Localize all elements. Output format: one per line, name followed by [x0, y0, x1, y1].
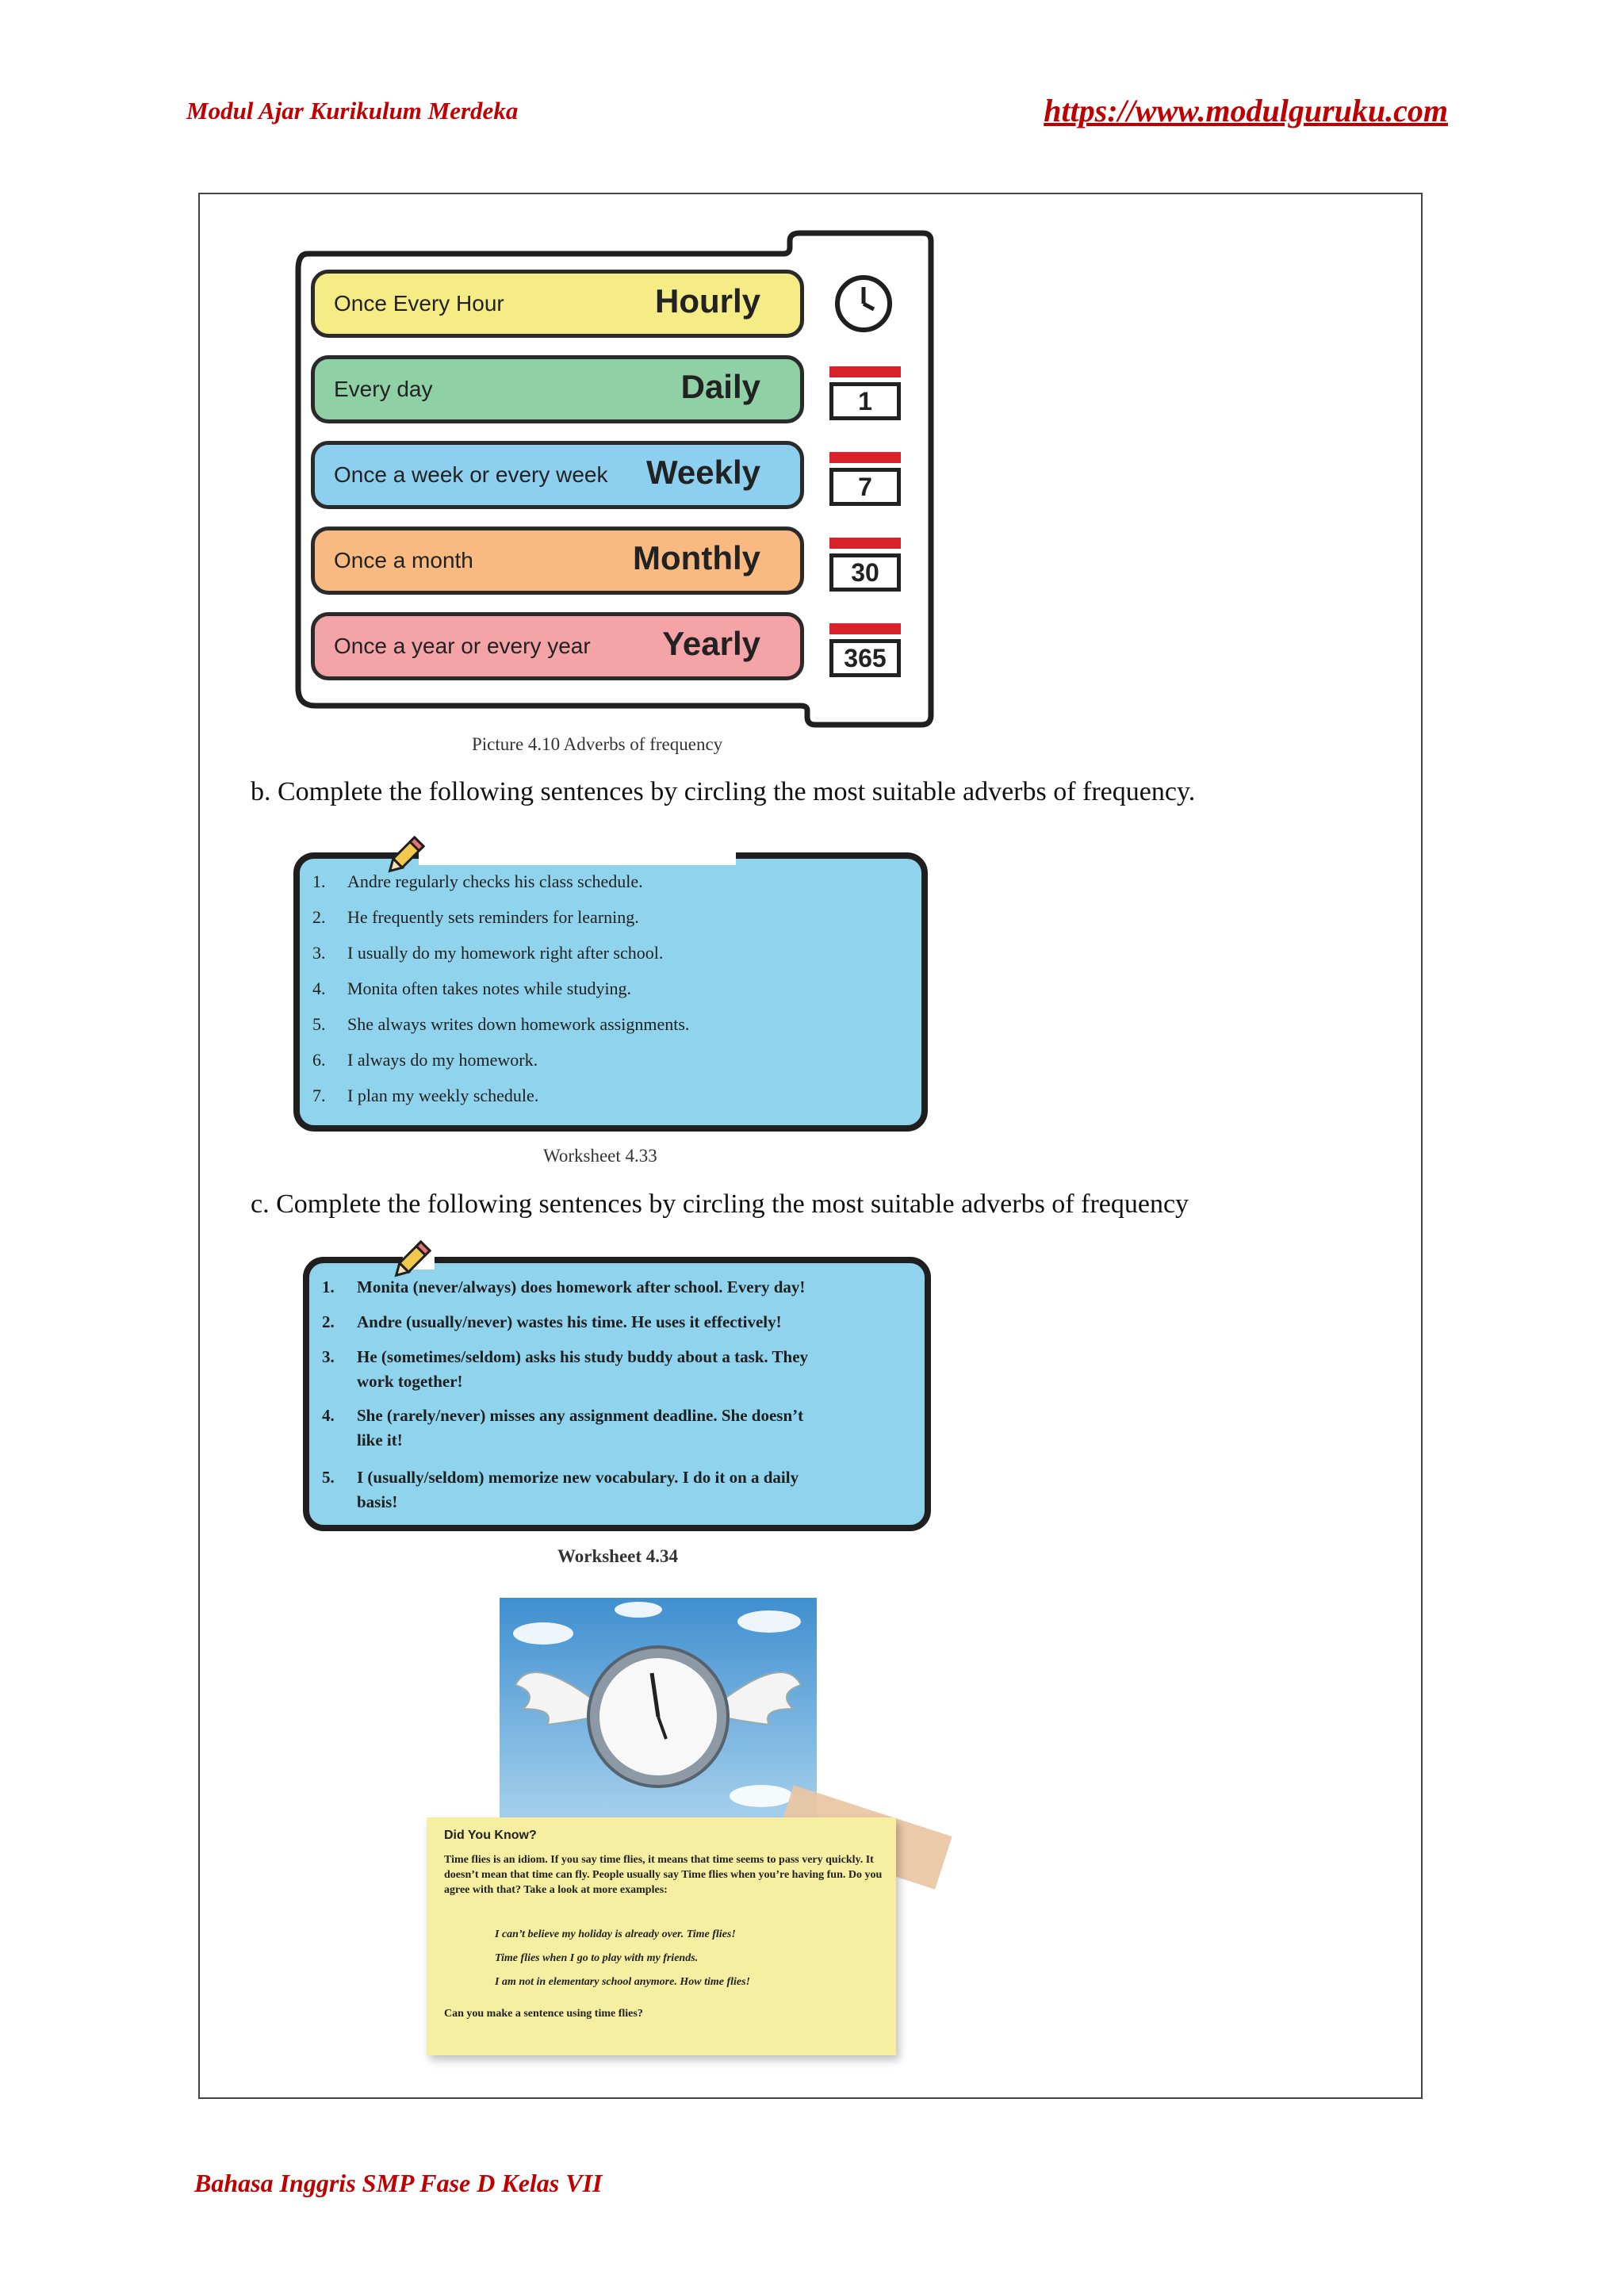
did-you-know-title: Did You Know?: [444, 1829, 537, 1842]
header-website-link[interactable]: https://www.modulguruku.com: [1044, 93, 1448, 128]
item-text: He frequently sets reminders for learning.: [347, 907, 639, 927]
adverbs-of-frequency-figure: [292, 230, 936, 731]
calendar-number: 365: [829, 639, 901, 677]
did-you-know-example: Time flies when I go to play with my friends.: [495, 1952, 699, 1964]
item-text: She (rarely/never) misses any assignment deadline. She doesn’t: [357, 1406, 804, 1425]
worksheet-item: [322, 1347, 925, 1398]
item-text: I (usually/seldom) memorize new vocabulary. I do it on a daily: [357, 1468, 799, 1487]
pencil-icon: [381, 833, 428, 880]
item-text: Andre (usually/never) wastes his time. He uses it effectively!: [357, 1312, 782, 1331]
adverb-word: Weekly: [646, 454, 760, 492]
item-number: 2.: [322, 1312, 335, 1331]
adverb-word: Yearly: [662, 625, 760, 663]
adverb-description: Every day: [334, 377, 433, 401]
item-text: I plan my weekly schedule.: [347, 1086, 539, 1105]
calendar-icon: [822, 355, 906, 423]
footer-subject: Bahasa Inggris SMP Fase D Kelas VII: [194, 2169, 603, 2197]
item-number: 3.: [322, 1347, 335, 1366]
worksheet-item: [312, 978, 915, 1002]
item-number: 3.: [312, 943, 326, 963]
worksheet-4-34: [303, 1257, 931, 1531]
item-number: 1.: [312, 871, 326, 891]
item-text-continued: basis!: [357, 1492, 398, 1511]
item-text: She always writes down homework assignments.: [347, 1014, 690, 1034]
calendar-number: 1: [829, 382, 901, 420]
item-text-continued: like it!: [357, 1430, 403, 1450]
adverb-row-yearly: [311, 612, 804, 680]
worksheet-item: [322, 1468, 925, 1518]
calendar-icon: [822, 441, 906, 509]
did-you-know-body: Time flies is an idiom. If you say time flies, it means that time seems to pass very quickly. It doesn’t mean that time can fly. People usually say Time flies when you’re having fun. Do you agree with that? Take a look at more examples:: [444, 1854, 883, 1896]
adverb-row-hourly: [311, 270, 804, 338]
item-text: I always do my homework.: [347, 1050, 538, 1070]
picture-caption: Picture 4.10 Adverbs of frequency: [472, 734, 723, 754]
item-text: Monita often takes notes while studying.: [347, 978, 632, 998]
did-you-know-note: [427, 1817, 896, 2055]
worksheet-item: [312, 1050, 915, 1074]
worksheet-item: [312, 943, 915, 967]
calendar-icon: [822, 612, 906, 680]
adverb-word: Monthly: [633, 539, 760, 577]
instruction-c: c. Complete the following sentences by circling the most suitable adverbs of frequency: [251, 1189, 1189, 1219]
did-you-know-example: I am not in elementary school anymore. How time flies!: [495, 1976, 750, 1988]
calendar-number: 7: [829, 468, 901, 506]
item-number: 7.: [312, 1086, 326, 1105]
worksheet-4-33-caption: Worksheet 4.33: [543, 1146, 657, 1166]
adverb-row-daily: [311, 355, 804, 423]
item-number: 4.: [312, 978, 326, 998]
adverb-word: Hourly: [654, 282, 760, 320]
item-number: 4.: [322, 1406, 335, 1425]
worksheet-item: [322, 1406, 925, 1457]
pencil-icon: [387, 1237, 435, 1285]
clock-icon: [822, 270, 906, 338]
item-number: 5.: [312, 1014, 326, 1034]
item-text-continued: work together!: [357, 1372, 463, 1391]
adverb-description: Once a week or every week: [334, 462, 608, 487]
item-text: Andre regularly checks his class schedule.: [347, 871, 643, 891]
item-number: 2.: [312, 907, 326, 927]
worksheet-item: [312, 907, 915, 931]
worksheet-4-33: [293, 852, 928, 1132]
item-text: Monita (never/always) does homework after school. Every day!: [357, 1277, 806, 1296]
adverb-description: Once a month: [334, 548, 473, 573]
worksheet-item: [312, 1014, 915, 1038]
item-number: 6.: [312, 1050, 326, 1070]
item-text: I usually do my homework right after school.: [347, 943, 664, 963]
worksheet-item: [312, 1086, 915, 1109]
adverb-description: Once a year or every year: [334, 634, 591, 658]
did-you-know-question: Can you make a sentence using time flies?: [444, 2008, 643, 2020]
adverb-word: Daily: [680, 368, 760, 406]
adverb-row-monthly: [311, 527, 804, 595]
calendar-icon: [822, 527, 906, 595]
header-module-title: Modul Ajar Kurikulum Merdeka: [186, 97, 519, 124]
item-number: 5.: [322, 1468, 335, 1487]
item-text: He (sometimes/seldom) asks his study buddy about a task. They: [357, 1347, 809, 1366]
adverb-description: Once Every Hour: [334, 291, 504, 316]
worksheet-4-34-caption: Worksheet 4.34: [557, 1546, 679, 1566]
adverb-row-weekly: [311, 441, 804, 509]
item-number: 1.: [322, 1277, 335, 1296]
did-you-know-example: I can’t believe my holiday is already over. Time flies!: [495, 1928, 736, 1940]
calendar-number: 30: [829, 553, 901, 592]
instruction-b: b. Complete the following sentences by circling the most suitable adverbs of frequency.: [251, 777, 1196, 806]
